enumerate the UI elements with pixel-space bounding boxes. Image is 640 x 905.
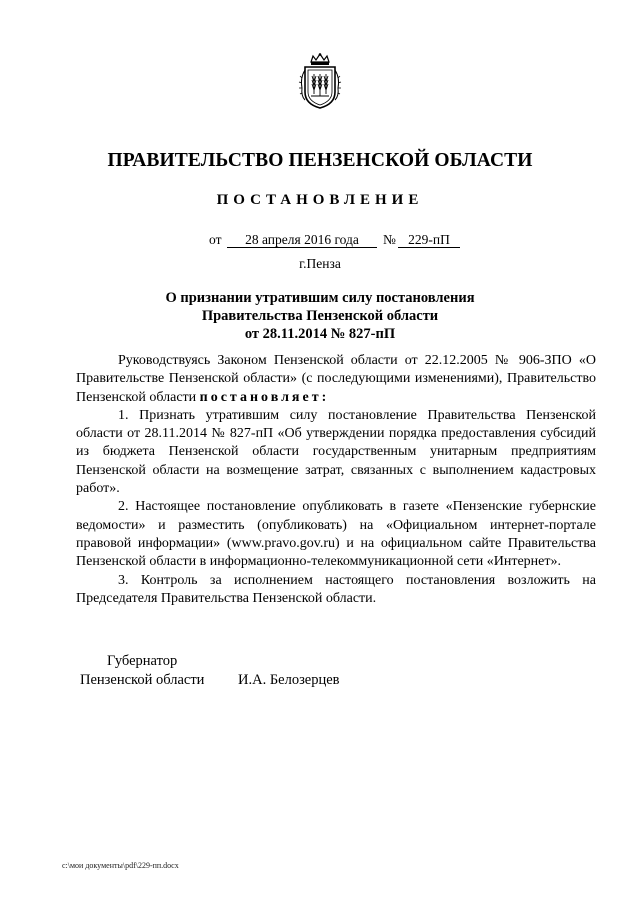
- signer-position: Губернатор: [107, 653, 178, 669]
- intro-text: Руководствуясь Законом Пензенской области от 22.12.2005 № 906-ЗПО «О Правительстве Пензенской области» (с последующими изменениями), Правительство Пензенской области: [76, 353, 596, 405]
- city: г.Пенза: [299, 256, 341, 271]
- item-paragraph: 2. Настоящее постановление опубликовать в газете «Пензенские губернские ведомости» и разместить (опубликовать) на «Официальном интернет-портале правовой информации» (www.pravo.gov.ru) и на официальном сайте Правительства Пензенской области в информационно-телекоммуникационной сети «Интернет».: [76, 499, 596, 570]
- item-paragraph: 1. Признать утратившим силу постановление Правительства Пензенской области от 28.11.2014 № 827-пП «Об утверждении порядка предоставления субсидий из бюджета Пензенской области государственным унитарным предприятиям Пензенской области на возмещение затрат, связанных с выполнением кадастровых работ».: [76, 407, 596, 497]
- document-title: [0, 289, 640, 343]
- file-path-footer: c:\мои документы\pdf\229-пп.docx: [62, 861, 179, 870]
- title-line: О признании утратившим силу постановления: [165, 290, 475, 306]
- organization-name: ПРАВИТЕЛЬСТВО ПЕНЗЕНСКОЙ ОБЛАСТИ: [107, 150, 533, 171]
- document-body: [76, 352, 596, 608]
- coat-of-arms-icon: [297, 52, 343, 110]
- document-date: 28 апреля 2016 года: [227, 232, 377, 248]
- decree-word: постановляет:: [199, 389, 330, 405]
- document-type: ПОСТАНОВЛЕНИЕ: [216, 192, 424, 208]
- intro-paragraph: [76, 352, 596, 407]
- signer-name: И.А. Белозерцев: [238, 671, 340, 688]
- signer-position-region: Пензенской области: [80, 671, 205, 688]
- document-number: 229-пП: [398, 232, 460, 248]
- number-label: №: [383, 232, 396, 247]
- title-line: Правительства Пензенской области: [201, 308, 439, 324]
- date-from-label: от: [209, 232, 222, 247]
- title-line: от 28.11.2014 № 827-пП: [244, 326, 396, 342]
- item-paragraph: 3. Контроль за исполнением настоящего постановления возложить на Председателя Правительства Пензенской области.: [76, 572, 596, 606]
